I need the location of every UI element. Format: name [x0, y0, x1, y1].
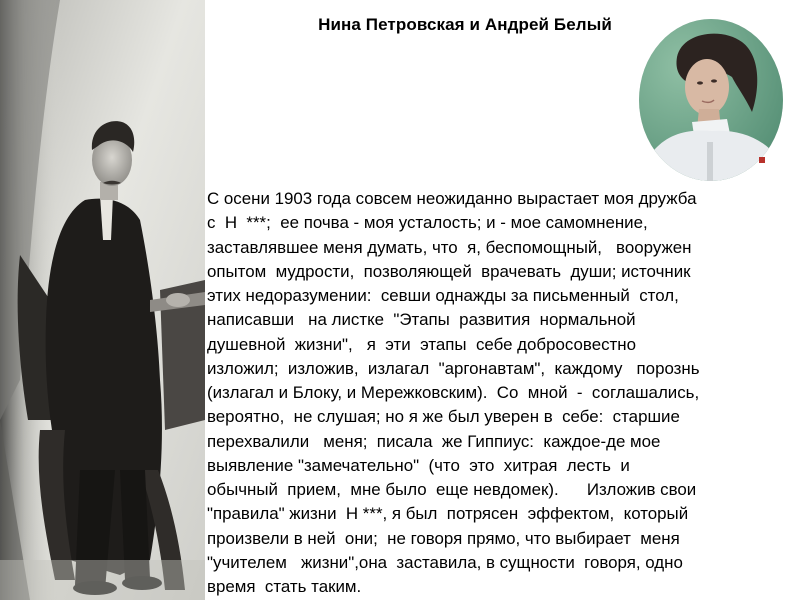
body-text	[207, 187, 797, 599]
body-text-line: заставлявшее меня думать, что я, беспомощный, вооружен	[207, 237, 692, 257]
body-text-line: С осени 1903 года совсем неожиданно вырастает моя дружба	[207, 189, 697, 208]
body-text-line: написавши на листке "Этапы развития нормальной	[207, 310, 636, 330]
body-text-line: этих недоразумении: севши однажды за письменный стол,	[207, 286, 679, 305]
body-text-line: опытом мудрости, позволяющей врачевать души; источник	[207, 261, 691, 281]
body-text-line: "правила" жизни Н ***, я был потрясен эффектом, который	[207, 504, 689, 524]
body-text-line: обычный прием, мне было еще невдомек). Изложив свои	[207, 480, 697, 499]
body-text-line: с Н ***; ее почва - моя усталость; и - мое самомнение,	[207, 213, 648, 233]
body-text-line: "учителем жизни",она заставила, в сущности говоря, одно	[207, 552, 683, 572]
body-text-line: душевной жизни", я эти этапы себе добросовестно	[207, 334, 637, 354]
body-text-line: вероятно, не слушая; но я же был уверен в себе: старшие	[207, 407, 680, 427]
slide-title: Нина Петровская и Андрей Белый	[318, 15, 612, 34]
body-text-line: произвели в ней они; не говоря прямо, что выбирает меня	[207, 528, 680, 548]
right-portrait-photo	[637, 17, 785, 183]
body-text-line: перехвалили меня; писала же Гиппиус: каждое-де мое	[207, 431, 661, 451]
body-text-line: выявление "замечательно" (что это хитрая лесть и	[207, 455, 630, 475]
body-text-line: изложил; изложив, излагал "аргонавтам", каждому порознь	[207, 358, 700, 378]
body-text-line: время стать таким.	[207, 577, 362, 596]
left-portrait-photo	[0, 0, 205, 600]
body-text-line: (излагал и Блоку, и Мережковским). Со мной - соглашались,	[207, 383, 700, 402]
